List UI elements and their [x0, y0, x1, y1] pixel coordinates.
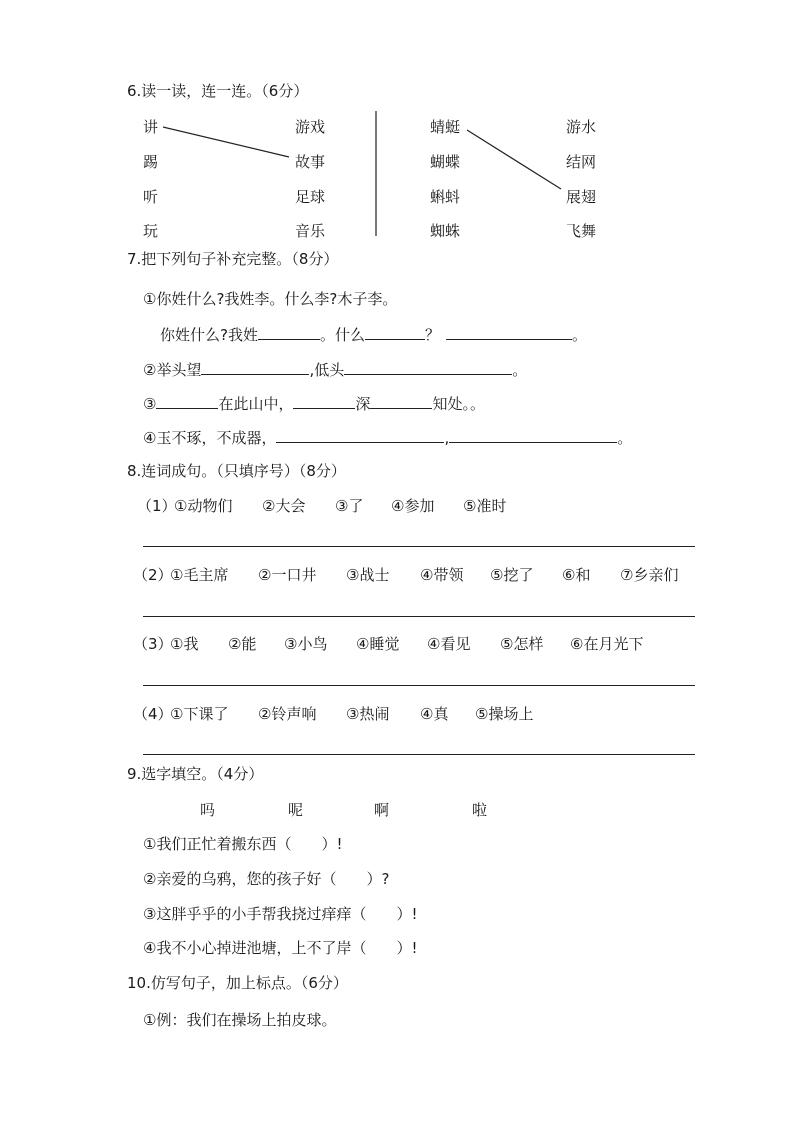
answer-blank[interactable] — [156, 394, 218, 409]
q9-sentence-text: ②亲爱的乌鸦，您的孩子好（ — [143, 870, 337, 888]
q8-word: ①下课了 — [170, 705, 229, 723]
answer-blank[interactable] — [293, 394, 355, 409]
q6-right-match: 飞舞 — [566, 222, 597, 240]
q8-word: ⑦乡亲们 — [620, 566, 679, 584]
q7-line4-text: ④玉不琢，不成器， — [143, 429, 277, 447]
q8-word: ⑤挖了 — [490, 566, 534, 584]
q7-line2 — [143, 360, 527, 379]
q6-right-word: 蝴蝶 — [430, 153, 461, 171]
answer-blank[interactable] — [370, 394, 432, 409]
q9-choice: 吗 — [200, 801, 216, 819]
q6-left-match: 足球 — [295, 188, 326, 206]
q9-sentence-text: ④我不小心掉进池塘，上不了岸（ — [143, 939, 367, 957]
q9-title: 9.选字填空。（4分） — [127, 765, 264, 783]
q7-line2-text: ②举头望 — [143, 361, 202, 379]
q9-sentence-4 — [143, 939, 417, 957]
q9-sentence-3 — [143, 905, 417, 923]
q8-word: ③了 — [335, 497, 364, 515]
q6-right-match: 游水 — [566, 118, 597, 136]
q9-choice: 呢 — [288, 801, 304, 819]
q9-sentence-text: ）? — [366, 870, 390, 888]
q8-word: ②铃声响 — [258, 705, 317, 723]
q8-answer-line[interactable] — [143, 685, 695, 686]
q7-line3-text: 在此山中， — [218, 395, 294, 413]
q6-connecting-lines — [0, 0, 794, 260]
q8-word: ⑥和 — [562, 566, 591, 584]
q9-sentence-1 — [143, 835, 342, 853]
q10-example: ①例：我们在操场上拍皮球。 — [143, 1011, 337, 1029]
q8-answer-line[interactable] — [143, 754, 695, 755]
answer-blank[interactable] — [201, 360, 309, 375]
q8-item-number: （3） — [133, 635, 173, 653]
q8-word: ⑤操场上 — [475, 705, 534, 723]
q6-left-match: 游戏 — [295, 118, 326, 136]
q9-sentence-text: ③这胖乎乎的小手帮我挠过痒痒（ — [143, 905, 367, 923]
q6-left-word: 讲 — [143, 118, 159, 136]
q9-sentence-text: ）! — [396, 939, 418, 957]
q8-answer-line[interactable] — [143, 616, 695, 617]
q8-item-number: （4） — [133, 705, 173, 723]
q7-line4 — [143, 428, 632, 447]
q8-word: ④看见 — [427, 635, 471, 653]
q6-right-word: 蜘蛛 — [430, 222, 461, 240]
q7-title: 7.把下列句子补充完整。（8分） — [127, 250, 339, 268]
q7-line1-text: 。什么 — [319, 326, 365, 344]
q9-sentence-text: ①我们正忙着搬东西（ — [143, 835, 292, 853]
q8-word: ②大会 — [262, 497, 306, 515]
q8-word: ②能 — [228, 635, 257, 653]
q9-sentence-2 — [143, 870, 389, 888]
q7-line3-text: ③ — [143, 395, 157, 413]
q7-line3-text: 知处。。 — [432, 395, 485, 413]
q6-left-word: 听 — [143, 188, 159, 206]
q6-right-word: 蝌蚪 — [430, 188, 461, 206]
q7-line2-text: 。 — [512, 361, 528, 379]
q8-word: ①我 — [170, 635, 199, 653]
q6-right-word: 蜻蜓 — [430, 118, 461, 136]
q8-word: ③小鸟 — [284, 635, 328, 653]
q9-sentence-text: ）! — [321, 835, 343, 853]
q8-word: ③热闹 — [346, 705, 390, 723]
answer-blank[interactable] — [446, 325, 572, 340]
q7-line4-text: , — [444, 429, 450, 447]
q8-word: ②一口井 — [258, 566, 317, 584]
q9-sentence-text: ）! — [396, 905, 418, 923]
q7-line1 — [160, 325, 587, 344]
q7-line1-text: 。 — [572, 326, 588, 344]
q8-word: ①毛主席 — [170, 566, 229, 584]
q8-item-number: （1） — [137, 497, 177, 515]
example-line-right — [467, 130, 561, 189]
q10-title: 10.仿写句子，加上标点。（6分） — [127, 974, 348, 992]
q8-word: ⑤准时 — [463, 497, 507, 515]
q6-left-word: 踢 — [143, 153, 159, 171]
q7-line1-text: 你姓什么?我姓 — [160, 326, 258, 344]
answer-blank[interactable] — [449, 428, 617, 443]
q8-word: ④参加 — [391, 497, 435, 515]
q7-line3-text: 深 — [355, 395, 371, 413]
q7-line4-text: 。 — [617, 429, 633, 447]
example-line-left — [163, 127, 289, 157]
answer-blank[interactable] — [276, 428, 444, 443]
q8-item-number: （2） — [133, 566, 173, 584]
q9-choice: 啊 — [374, 801, 390, 819]
answer-blank[interactable] — [258, 325, 320, 340]
q7-line1-text: ？ — [424, 326, 440, 344]
q8-word: ④睡觉 — [356, 635, 400, 653]
q8-title: 8.连词成句。（只填序号）（8分） — [127, 462, 346, 480]
q8-answer-line[interactable] — [143, 546, 695, 547]
q8-word: ⑤怎样 — [500, 635, 544, 653]
q8-word: ③战士 — [346, 566, 390, 584]
q6-left-match: 音乐 — [295, 222, 326, 240]
q6-title: 6.读一读，连一连。（6分） — [127, 82, 309, 100]
q9-choice: 啦 — [472, 801, 488, 819]
q7-example: ①你姓什么?我姓李。什么李?木子李。 — [143, 290, 398, 308]
q6-left-word: 玩 — [143, 222, 159, 240]
answer-blank[interactable] — [365, 325, 425, 340]
q6-left-match: 故事 — [295, 153, 326, 171]
q8-word: ④带领 — [420, 566, 464, 584]
q8-word: ④真 — [420, 705, 449, 723]
answer-blank[interactable] — [344, 360, 512, 375]
q8-word: ⑥在月光下 — [570, 635, 644, 653]
q6-right-match: 展翅 — [566, 188, 597, 206]
q8-word: ①动物们 — [174, 497, 233, 515]
q7-line2-text: ,低头 — [309, 361, 345, 379]
q7-line3 — [143, 394, 485, 413]
q6-right-match: 结网 — [566, 153, 597, 171]
